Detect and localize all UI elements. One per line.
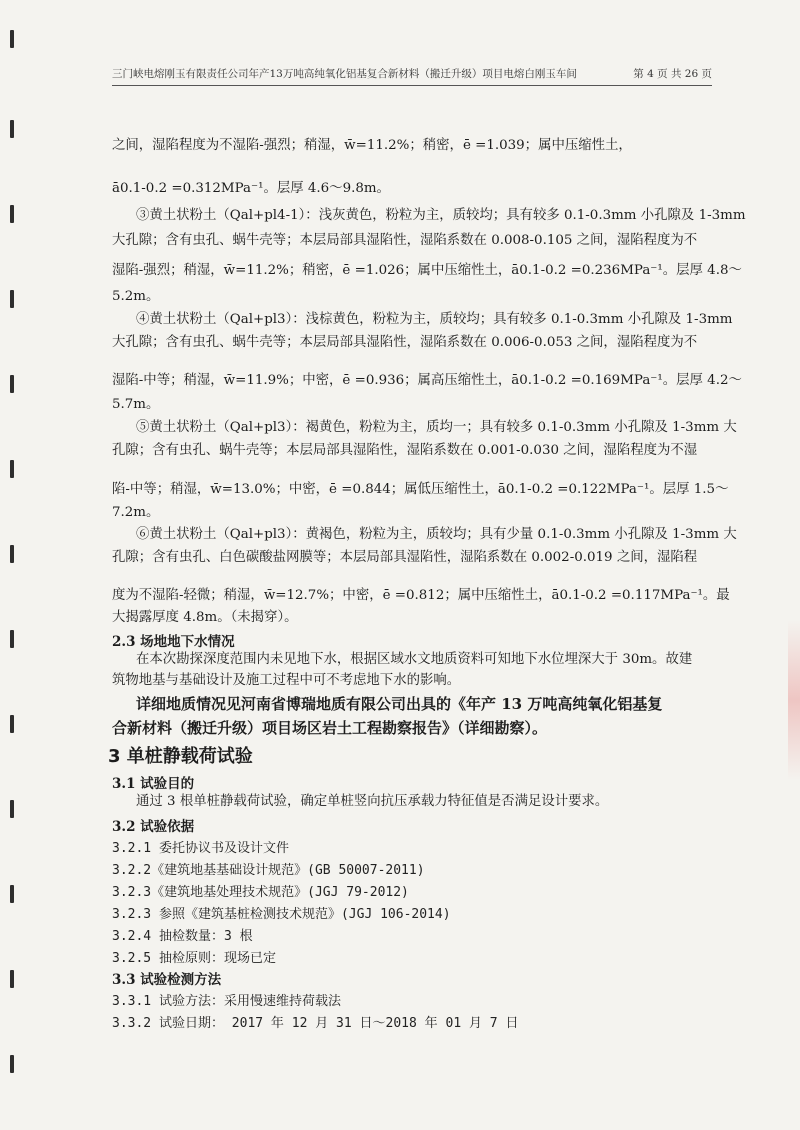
list-item: 3.2.4 抽检数量：3 根 — [112, 929, 253, 944]
list-item: 3.3.1 试验方法：采用慢速维持荷载法 — [112, 994, 341, 1009]
list-item: 3.2.2《建筑地基基础设计规范》(GB 50007-2011) — [112, 863, 425, 878]
text-line: 之间，湿陷程度为不湿陷-强烈；稍湿，w̄=11.2%；稍密，ē =1.039；属中压缩性土， — [112, 138, 632, 153]
text-line: ③黄土状粉土（Qal+pl4-1）：浅灰黄色，粉粒为主，质较均；具有较多 0.1-0.3mm 小孔隙及 1-3mm — [136, 208, 746, 223]
list-item: 3.2.5 抽检原则：现场已定 — [112, 951, 276, 966]
text-line: 通过 3 根单桩静载荷试验，确定单桩竖向抗压承载力特征值是否满足设计要求。 — [136, 794, 609, 809]
text-line: ④黄土状粉土（Qal+pl3）：浅棕黄色，粉粒为主，质较均；具有较多 0.1-0.3mm 小孔隙及 1-3mm — [136, 312, 733, 327]
text-line: 度为不湿陷-轻微；稍湿，w̄=12.7%；中密，ē =0.812；属中压缩性土，ā0.1-0.2 =0.117MPa⁻¹。最 — [112, 588, 730, 603]
text-line: 大孔隙；含有虫孔、蜗牛壳等；本层局部具湿陷性，湿陷系数在 0.006-0.053 之间，湿陷程度为不 — [112, 335, 698, 350]
text-line: 陷-中等；稍湿，w̄=13.0%；中密，ē =0.844；属低压缩性土，ā0.1-0.2 =0.122MPa⁻¹。层厚 1.5～ — [112, 482, 729, 497]
text-line: 筑物地基与基础设计及施工过程中可不考虑地下水的影响。 — [112, 673, 461, 688]
section-2-3-title: 2.3 场地地下水情况 — [112, 634, 235, 650]
section-3-title: 3 单桩静载荷试验 — [108, 746, 253, 767]
page-number: 第 4 页 共 26 页 — [633, 68, 712, 80]
header-title: 三门峡电熔刚玉有限责任公司年产13万吨高纯氧化铝基复合新材料（搬迁升级）项目电熔白刚玉车间 — [112, 68, 577, 80]
text-line: 7.2m。 — [112, 505, 160, 520]
list-item: 3.2.3 参照《建筑基桩检测技术规范》(JGJ 106-2014) — [112, 907, 451, 922]
section-3-1-title: 3.1 试验目的 — [112, 776, 195, 792]
text-line: 湿陷-强烈；稍湿，w̄=11.2%；稍密，ē =1.026；属中压缩性土，ā0.1-0.2 =0.236MPa⁻¹。层厚 4.8～ — [112, 263, 742, 278]
text-line: 孔隙；含有虫孔、白色碳酸盐网膜等；本层局部具湿陷性，湿陷系数在 0.002-0.019 之间，湿陷程 — [112, 550, 698, 565]
text-line: 大揭露厚度 4.8m。（未揭穿）。 — [112, 610, 298, 625]
page-header — [112, 66, 712, 86]
text-line: ⑤黄土状粉土（Qal+pl3）：褐黄色，粉粒为主，质均一；具有较多 0.1-0.3mm 小孔隙及 1-3mm 大 — [136, 420, 737, 435]
text-line: ⑥黄土状粉土（Qal+pl3）：黄褐色，粉粒为主，质较均；具有少量 0.1-0.3mm 小孔隙及 1-3mm 大 — [136, 527, 737, 542]
section-3-2-title: 3.2 试验依据 — [112, 819, 195, 835]
seal-stamp-edge — [788, 620, 800, 780]
text-line: 5.2m。 — [112, 289, 160, 304]
text-line: 孔隙；含有虫孔、蜗牛壳等；本层局部具湿陷性，湿陷系数在 0.001-0.030 之间，湿陷程度为不湿 — [112, 443, 698, 458]
section-3-3-title: 3.3 试验检测方法 — [112, 972, 222, 988]
text-line: 大孔隙；含有虫孔、蜗牛壳等；本层局部具湿陷性，湿陷系数在 0.008-0.105 之间，湿陷程度为不 — [112, 233, 698, 248]
list-item: 3.3.2 试验日期： 2017 年 12 月 31 日～2018 年 01 月 7 日 — [112, 1016, 519, 1031]
bold-line: 详细地质情况见河南省博瑞地质有限公司出具的《年产 13 万吨高纯氧化铝基复 — [136, 695, 663, 713]
list-item: 3.2.1 委托协议书及设计文件 — [112, 841, 289, 856]
text-line: ā0.1-0.2 =0.312MPa⁻¹。层厚 4.6～9.8m。 — [112, 181, 390, 196]
text-line: 在本次勘探深度范围内未见地下水，根据区域水文地质资料可知地下水位埋深大于 30m。故建 — [136, 652, 693, 667]
text-line: 湿陷-中等；稍湿，w̄=11.9%；中密，ē =0.936；属高压缩性土，ā0.1-0.2 =0.169MPa⁻¹。层厚 4.2～ — [112, 373, 742, 388]
bold-line: 合新材料（搬迁升级）项目场区岩土工程勘察报告》（详细勘察）。 — [112, 719, 548, 737]
text-line: 5.7m。 — [112, 397, 160, 412]
binding-holes — [10, 0, 24, 1130]
list-item: 3.2.3《建筑地基处理技术规范》(JGJ 79-2012) — [112, 885, 409, 900]
